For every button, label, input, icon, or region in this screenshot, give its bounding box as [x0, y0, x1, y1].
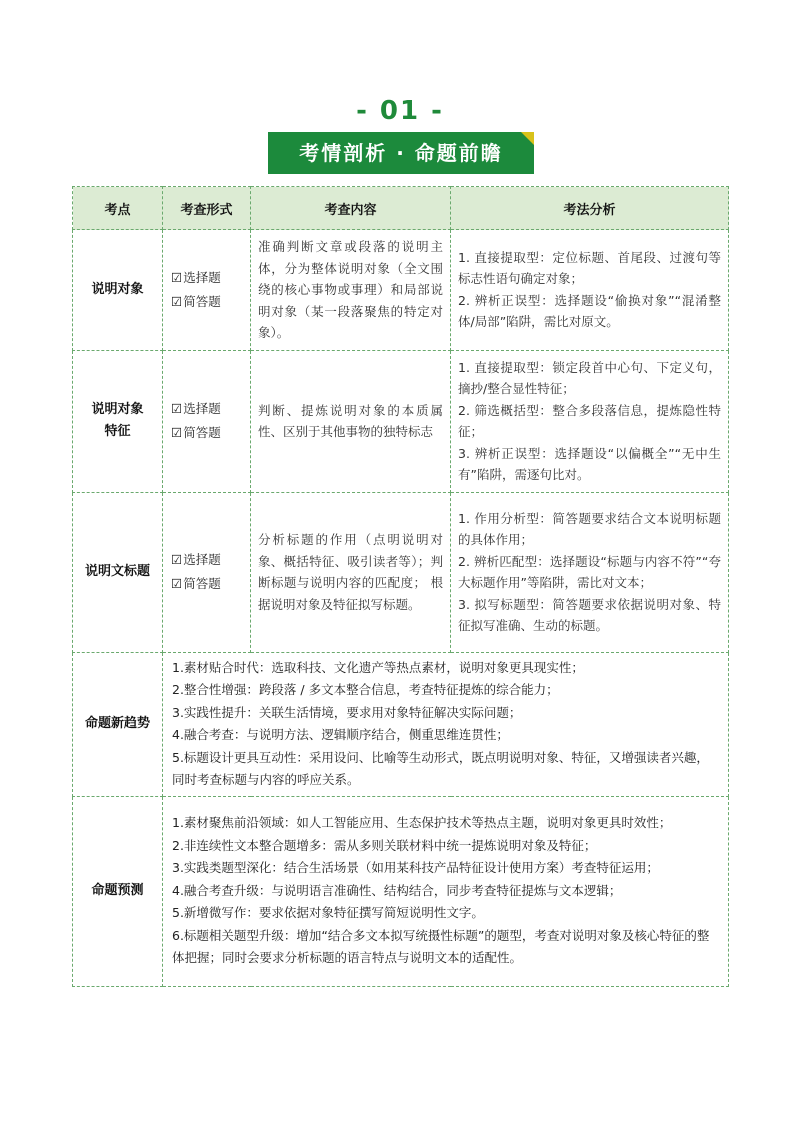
form-item: ☑选择题 — [171, 552, 221, 567]
table-row — [73, 350, 729, 492]
analysis-item: 1. 直接提取型：定位标题、首尾段、过渡句等标志性语句确定对象； — [458, 249, 721, 287]
forecast-item: 6.标题相关题型升级：增加“结合多文本拟写统摄性标题”的题型，考查对说明对象及核心特征的整体把握；同时会要求分析标题的语言特点与说明文本的适配性。 — [172, 927, 710, 966]
analysis-item: 3. 辨析正误型：选择题设“以偏概全”“无中生有”陷阱，需逐句比对。 — [458, 445, 721, 482]
header-analysis: 考法分析 — [451, 187, 729, 230]
trend-item: 5.标题设计更具互动性：采用设问、比喻等生动形式，既点明说明对象、特征，又增强读者兴趣，同时考查标题与内容的呼应关系。 — [172, 749, 709, 787]
analysis-item: 2. 辨析匹配型：选择题设“标题与内容不符”“夸大标题作用”等陷阱，需比对文本； — [458, 553, 721, 590]
trend-label: 命题新趋势 — [73, 652, 163, 796]
content-cell: 判断、提炼说明对象的本质属性、区别于其他事物的独特标志 — [251, 350, 451, 492]
forecast-item: 2.非连续性文本整合题增多：需从多则关联材料中统一提炼说明对象及特征； — [172, 837, 597, 853]
checkbox-icon: ☑ — [171, 425, 183, 440]
topic-cell — [73, 492, 163, 652]
form-item: ☑选择题 — [171, 401, 221, 416]
checkbox-icon: ☑ — [171, 552, 183, 567]
trend-content — [163, 652, 729, 796]
header-topic: 考点 — [73, 187, 163, 230]
form-item: ☑选择题 — [171, 269, 221, 285]
form-item: ☑简答题 — [171, 576, 221, 591]
analysis-item: 3. 拟写标题型：简答题要求依据说明对象、特征拟写准确、生动的标题。 — [458, 596, 721, 633]
forecast-item: 1.素材聚焦前沿领域：如人工智能应用、生态保护技术等热点主题，说明对象更具时效性； — [172, 815, 672, 831]
analysis-cell — [451, 492, 729, 652]
topic-label: 说明对象 — [91, 402, 144, 417]
forecast-row — [73, 796, 729, 986]
header-content: 考查内容 — [251, 187, 451, 230]
checkbox-icon: ☑ — [171, 401, 183, 416]
forecast-item: 3.实践类题型深化：结合生活场景（如用某科技产品特征设计使用方案）考查特征运用； — [172, 860, 659, 876]
topic-cell — [73, 350, 163, 492]
checkbox-icon: ☑ — [171, 576, 183, 591]
section-title-banner: 考情剖析 · 命题前瞻 — [268, 132, 534, 174]
forecast-content — [163, 796, 729, 986]
form-item: ☑简答题 — [171, 425, 221, 440]
table-header-row — [73, 187, 729, 230]
topic-label: 说明文标题 — [84, 564, 150, 579]
forms-cell — [163, 350, 251, 492]
trend-item: 3.实践性提升：关联生活情境，要求用对象特征解决实际问题； — [172, 704, 522, 720]
analysis-cell — [451, 230, 729, 351]
trend-item: 2.整合性增强：跨段落 / 多文本整合信息，考查特征提炼的综合能力； — [172, 682, 559, 697]
trend-item: 4.融合考查：与说明方法、逻辑顺序结合，侧重思维连贯性； — [172, 727, 509, 742]
analysis-item: 2. 辨析正误型：选择题设“偷换对象”“混淆整体/局部”陷阱，需比对原文。 — [458, 292, 721, 330]
checkbox-icon: ☑ — [171, 293, 183, 309]
analysis-item: 1. 作用分析型：简答题要求结合文本说明标题的具体作用； — [458, 510, 721, 547]
banner-corner-decoration — [521, 132, 534, 145]
topic-label: 说明对象 — [91, 281, 144, 297]
section-number: - 01 - — [356, 96, 444, 126]
forms-cell — [163, 492, 251, 652]
content-cell: 分析标题的作用（点明说明对象、概括特征、吸引读者等）；判断标题与说明内容的匹配度； 根据说明对象及特征拟写标题。 — [251, 492, 451, 652]
analysis-item: 1. 直接提取型：锁定段首中心句、下定义句，摘抄/整合显性特征； — [458, 359, 721, 396]
topic-cell — [73, 230, 163, 351]
forms-cell — [163, 230, 251, 351]
trend-row — [73, 652, 729, 796]
forecast-item: 5.新增微写作：要求依据对象特征撰写简短说明性文字。 — [172, 905, 484, 921]
topic-label: 特征 — [104, 424, 131, 439]
header-forms: 考查形式 — [163, 187, 251, 230]
form-item: ☑简答题 — [171, 293, 221, 309]
forecast-label: 命题预测 — [73, 796, 163, 986]
table-row — [73, 492, 729, 652]
table-row — [73, 230, 729, 351]
checkbox-icon: ☑ — [171, 269, 183, 285]
analysis-item: 2. 筛选概括型：整合多段落信息，提炼隐性特征； — [458, 402, 721, 439]
forecast-item: 4.融合考查升级：与说明语言准确性、结构结合，同步考查特征提炼与文本逻辑； — [172, 882, 622, 898]
trend-item: 1.素材贴合时代：选取科技、文化遗产等热点素材，说明对象更具现实性； — [172, 659, 584, 675]
analysis-cell — [451, 350, 729, 492]
exam-analysis-table — [72, 186, 729, 987]
content-cell: 准确判断文章或段落的说明主体，分为整体说明对象（全文围绕的核心事物或事理）和局部说明对象（某一段落聚焦的特定对象）。 — [251, 230, 451, 351]
